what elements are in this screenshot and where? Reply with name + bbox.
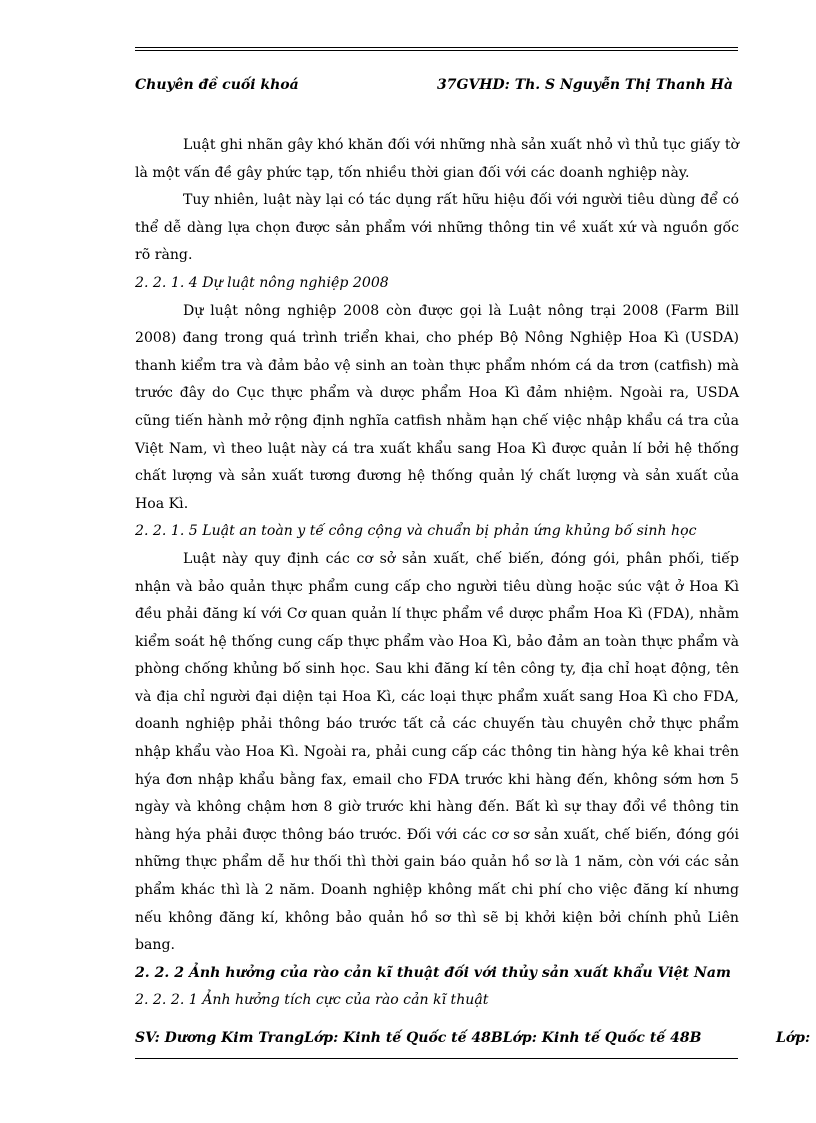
footer-left-text: SV: Dương Kim TrangLớp: Kinh tế Quốc tế 48BLớp: Kinh tế Quốc tế 48B [135,1030,702,1046]
section-heading-2-2-1-5: 2. 2. 1. 5 Luật an toàn y tế công cộng và chuẩn bị phản ứng khủng bố sinh học [135,523,697,540]
footer-right-text: Lớp: [776,1030,811,1046]
section-heading-2-2-2-1: 2. 2. 2. 1 Ảnh hưởng tích cực của rào cản kĩ thuật [135,992,489,1009]
paragraph-1: Luật ghi nhãn gây khó khăn đối với những nhà sản xuất nhỏ vì thủ tục giấy tờ là một vấn đề gây phức tạp, tốn nhiều thời gian đối với các doanh nghiệp này. [135,137,739,181]
body-content [135,132,739,1015]
header-rule [135,47,738,51]
header-right-text: 37GVHD: Th. S Nguyễn Thị Thanh Hà [437,77,733,93]
section-heading-2-2-1-4: 2. 2. 1. 4 Dự luật nông nghiệp 2008 [135,274,389,291]
paragraph-3: Dự luật nông nghiệp 2008 còn được gọi là Luật nông trại 2008 (Farm Bill 2008) đang trong quá trình triển khai, cho phép Bộ Nông Nghiệp Hoa Kì (USDA) thanh kiểm tra và đảm bảo vệ sinh an toàn thực phẩm nhóm cá da trơn (catfish) mà trước đây do Cục thực phẩm và dược phẩm Hoa Kì đảm nhiệm. Ngoài ra, USDA cũng tiến hành mở rộng định nghĩa catfish nhằm hạn chế việc nhập khẩu cá tra của Việt Nam, vì theo luật này cá tra xuất khẩu sang Hoa Kì được quản lí bởi hệ thống chất lượng và sản xuất tương đương hệ thống quản lý chất lượng và sản xuất của Hoa Kì. [135,302,739,512]
paragraph-4: Luật này quy định các cơ sở sản xuất, chế biến, đóng gói, phân phối, tiếp nhận và bảo quản thực phẩm cung cấp cho người tiêu dùng hoặc súc vật ở Hoa Kì đều phải đăng kí với Cơ quan quản lí thực phẩm về dược phẩm Hoa Kì (FDA), nhằm kiểm soát hệ thống cung cấp thực phẩm vào Hoa Kì, bảo đảm an toàn thực phẩm và phòng chống khủng bố sinh học. Sau khi đăng kí tên công ty, địa chỉ hoạt động, tên và địa chỉ người đại diện tại Hoa Kì, các loại thực phẩm xuất sang Hoa Kì cho FDA, doanh nghiệp phải thông báo trước tất cả các chuyến tàu chuyên chở thực phẩm nhập khẩu vào Hoa Kì. Ngoài ra, phải cung cấp các thông tin hàng hýa kê khai trên hýa đơn nhập khẩu bằng fax, email cho FDA trước khi hàng đến, không sớm hơn 5 ngày và không chậm hơn 8 giờ trước khi hàng đến. Bất kì sự thay đổi về thông tin hàng hýa phải được thông báo trước. Đối với các cơ sơ sản xuất, chế biến, đóng gói những thực phẩm dễ hư thối thì thời gain báo quản hồ sơ là 1 năm, còn với các sản phẩm khác thì là 2 năm. Doanh nghiệp không mất chi phí cho việc đăng kí nhưng nếu không đăng kí, không bảo quản hồ sơ thì sẽ bị khởi kiện bởi chính phủ Liên bang. [135,550,739,954]
header-left-text: Chuyên đề cuối khoá [135,77,299,93]
page-header [135,77,735,97]
paragraph-2: Tuy nhiên, luật này lại có tác dụng rất hữu hiệu đối với người tiêu dùng để có thể dễ dàng lựa chọn được sản phẩm với những thông tin về xuất xứ và nguồn gốc rõ ràng. [135,192,739,264]
footer-rule [135,1058,738,1059]
section-heading-2-2-2: 2. 2. 2 Ảnh hưởng của rào cản kĩ thuật đối với thủy sản xuất khẩu Việt Nam [135,964,731,981]
page-footer [135,1030,816,1052]
